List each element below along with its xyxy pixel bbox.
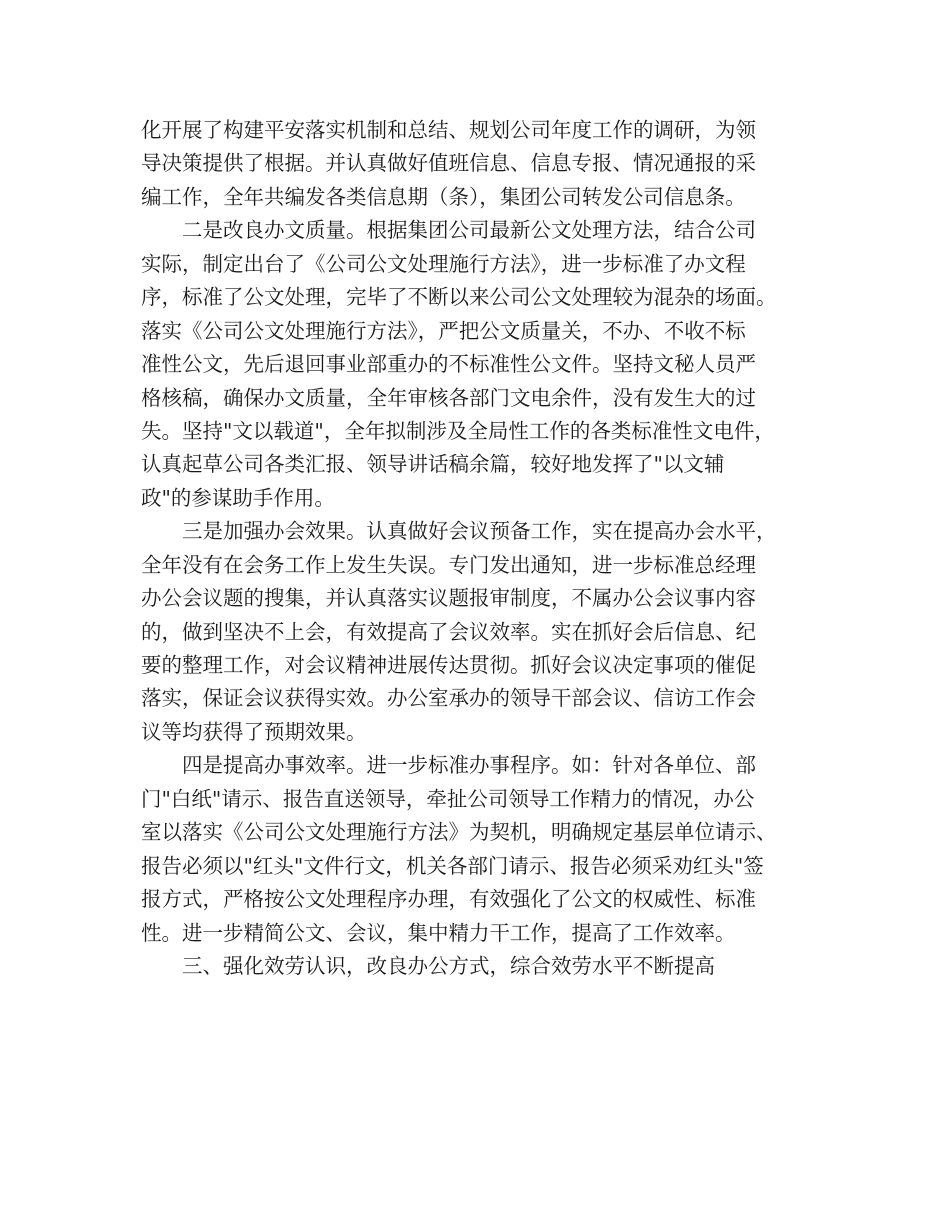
text-line: 格核稿，确保办文质量，全年审核各部门文电余件，没有发生大的过	[141, 385, 756, 410]
text-line: 政"的参谋助手作用。	[141, 485, 335, 510]
text-line: 报告必须以"红头"文件行文，机关各部门请示、报告必须采劝红头"签	[141, 853, 764, 878]
text-line: 准性公文，先后退回事业部重办的不标准性公文件。坚持文秘人员严	[141, 352, 756, 377]
text-line: 性。进一步精简公文、会议，集中精力干工作，提高了工作效率。	[141, 920, 736, 945]
text-line: 议等均获得了预期效果。	[141, 719, 367, 744]
text-line: 的，做到坚决不上会，有效提高了会议效率。实在抓好会后信息、纪	[141, 619, 756, 644]
text-line: 落实《公司公文处理施行方法》，严把公文质量关，不办、不收不标	[141, 318, 746, 343]
paragraph-start-line: 三是加强办会效果。认真做好会议预备工作，实在提高办会水平，	[182, 519, 777, 544]
paragraph-start-line: 四是提高办事效率。进一步标准办事程序。如：针对各单位、部	[182, 753, 756, 778]
text-line: 实际，制定出台了《公司公文处理施行方法》，进一步标准了办文程	[141, 251, 746, 276]
text-line: 办公会议题的搜集，并认真落实议题报审制度，不属办公会议事内容	[141, 586, 756, 611]
text-line: 报方式，严格按公文处理程序办理，有效强化了公文的权威性、标准	[141, 887, 756, 912]
section-heading-line: 三、强化效劳认识，改良办公方式，综合效劳水平不断提高	[182, 953, 715, 978]
text-line: 编工作，全年共编发各类信息期（条），集团公司转发公司信息条。	[141, 184, 746, 209]
text-line: 全年没有在会务工作上发生失误。专门发出通知，进一步标准总经理	[141, 552, 756, 577]
text-line: 门"白纸"请示、报告直送领导，牵扯公司领导工作精力的情况，办公	[141, 786, 755, 811]
text-line: 落实，保证会议获得实效。办公室承办的领导干部会议、信访工作会	[141, 686, 756, 711]
text-line: 化开展了构建平安落实机制和总结、规划公司年度工作的调研，为领	[141, 118, 756, 142]
text-line: 导决策提供了根据。并认真做好值班信息、信息专报、情况通报的采	[141, 151, 756, 176]
text-line: 失。坚持"文以载道"，全年拟制涉及全局性工作的各类标准性文电件，	[141, 418, 775, 443]
paragraph-start-line: 二是改良办文质量。根据集团公司最新公文处理方法，结合公司	[182, 218, 756, 243]
text-line: 序，标准了公文处理，完毕了不断以来公司公文处理较为混杂的场面。	[141, 285, 777, 310]
text-line: 认真起草公司各类汇报、领导讲话稿余篇，较好地发挥了"以文辅	[141, 452, 725, 477]
text-line: 室以落实《公司公文处理施行方法》为契机，明确规定基层单位请示、	[141, 820, 777, 845]
text-line: 要的整理工作，对会议精神进展传达贯彻。抓好会议决定事项的催促	[141, 653, 756, 677]
document-body	[141, 114, 831, 983]
